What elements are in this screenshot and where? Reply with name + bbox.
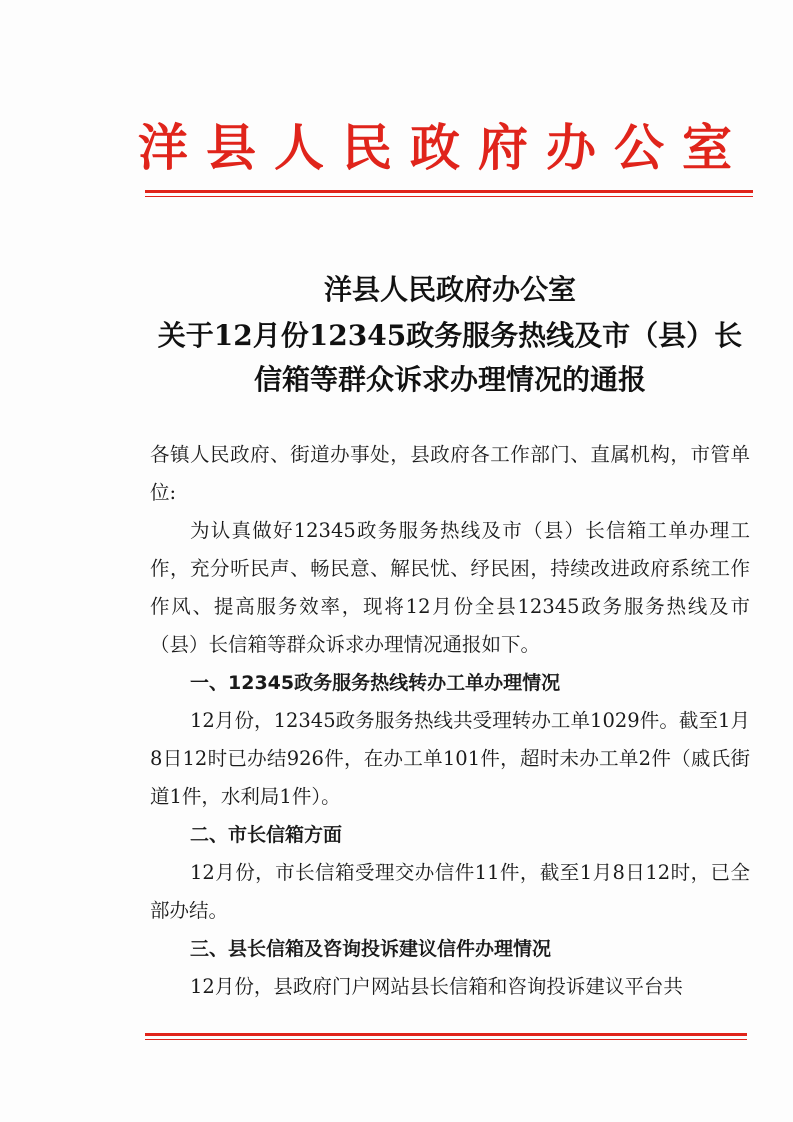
document-title-line-2: 关于12月份12345政务服务热线及市（县）长: [157, 319, 743, 352]
masthead-rule-thick: [145, 190, 753, 193]
section-3-heading: 三、县长信箱及咨询投诉建议信件办理情况: [190, 938, 552, 960]
section-3-paragraph: 12月份，县政府门户网站县长信箱和咨询投诉建议平台共: [190, 975, 683, 998]
section-2-paragraph: 12月份，市长信箱受理交办信件11件，截至1月8日12时，已全部办结。: [150, 861, 750, 922]
masthead-rule-thin: [145, 196, 753, 197]
document-title-line-1: 洋县人民政府办公室: [323, 273, 576, 306]
document-title-line-3: 信箱等群众诉求办理情况的通报: [253, 363, 646, 396]
section-1-heading: 一、12345政务服务热线转办工单办理情况: [190, 672, 561, 694]
footer-rule-thin: [145, 1039, 747, 1040]
section-1-paragraph: 12月份，12345政务服务热线共受理转办工单1029件。截至1月8日12时已办结926件，在办工单101件，超时未办工单2件（戚氏街道1件，水利局1件）。: [150, 709, 750, 808]
intro-paragraph: 为认真做好12345政务服务热线及市（县）长信箱工单办理工作，充分听民声、畅民意、解民忧、纾民困，持续改进政府系统工作作风、提高服务效率，现将12月份全县12345政务服务热线及市（县）长信箱等群众诉求办理情况通报如下。: [150, 519, 750, 656]
masthead-org-name: 洋县人民政府办公室: [138, 118, 750, 177]
footer-rule-thick: [145, 1033, 747, 1036]
section-2-heading: 二、市长信箱方面: [190, 824, 343, 846]
addressee: 各镇人民政府、街道办事处，县政府各工作部门、直属机构，市管单位:: [150, 443, 750, 504]
document-body: [150, 436, 750, 1006]
